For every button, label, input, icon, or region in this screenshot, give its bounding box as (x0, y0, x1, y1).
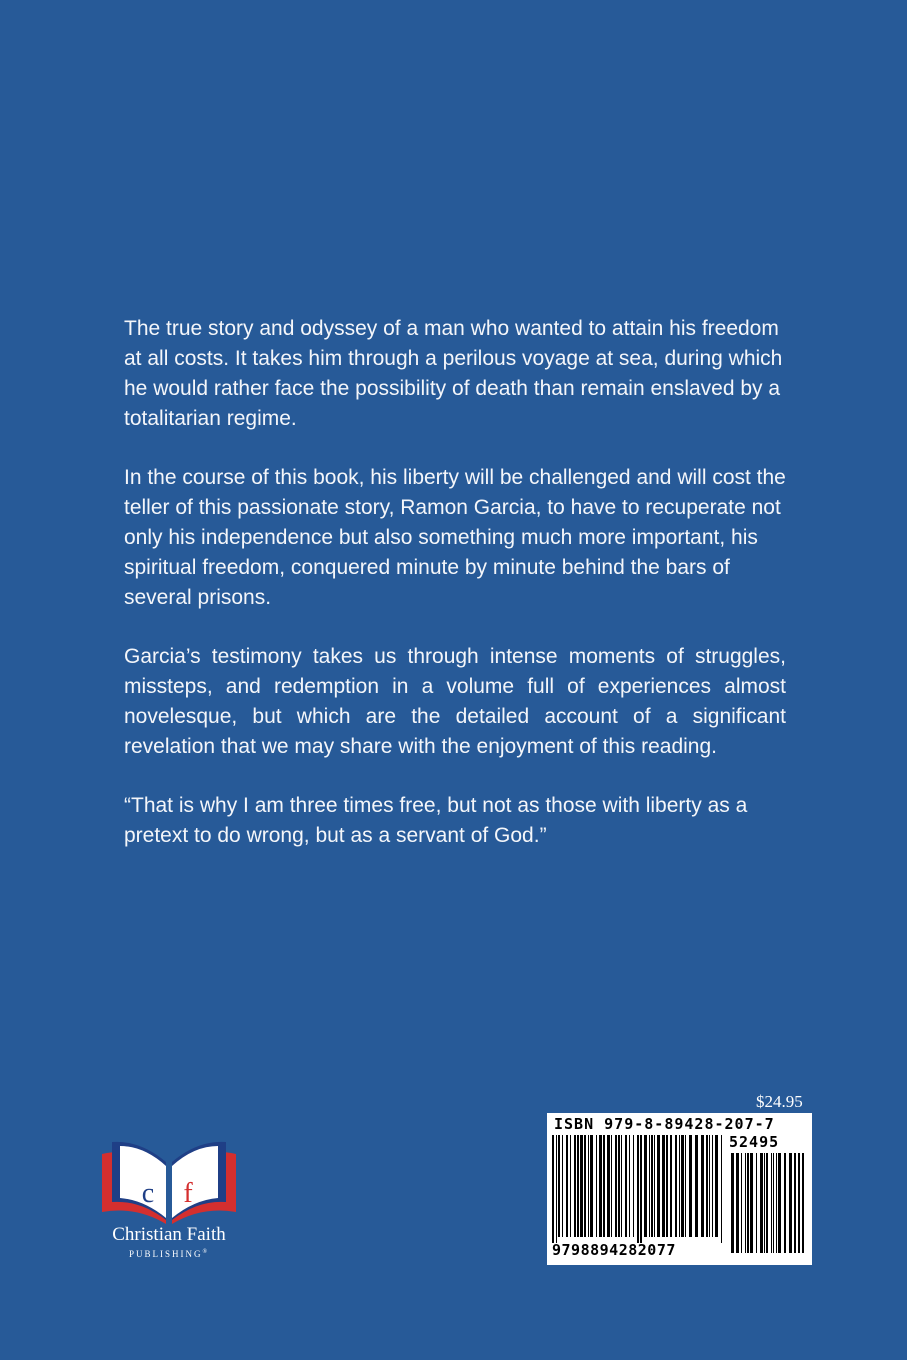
barcode-bar (637, 1135, 639, 1243)
publisher-sub: PUBLISHING® (128, 1249, 210, 1259)
barcode-bar (685, 1135, 686, 1237)
barcode-bar (649, 1135, 650, 1237)
barcode-bar (789, 1153, 792, 1253)
barcode-bar (764, 1153, 765, 1253)
open-book-icon (96, 1136, 242, 1226)
barcode-bar (675, 1135, 677, 1237)
barcode-bar (625, 1135, 627, 1237)
barcode-bar (715, 1135, 718, 1237)
barcode-bar (731, 1153, 734, 1253)
blurb-paragraph-2: In the course of this book, his liberty will be challenged and will cost the teller of this passionate story, Ramon Garcia, to have to recuperate not only his independence but also something much more important, his spiritual freedom, conquered minute by minute behind the bars of several prisons. (124, 466, 786, 609)
barcode-bar (640, 1135, 642, 1243)
barcode-bar (771, 1153, 772, 1253)
barcode-bar (784, 1153, 786, 1253)
publisher-logo (96, 1136, 242, 1266)
price-label: $24.95 (756, 1092, 803, 1111)
back-cover-blurb (124, 314, 786, 880)
barcode-bar (666, 1135, 668, 1237)
blurb-quote: “That is why I am three times free, but not as those with liberty as a pretext to do wrong, but as a servant of God.” (124, 794, 748, 847)
barcode-main-bars (552, 1135, 724, 1243)
isbn-text: ISBN 979-8-89428-207-7 (554, 1115, 775, 1133)
barcode-bar (644, 1135, 647, 1237)
barcode-bar (654, 1135, 655, 1237)
barcode-bar (657, 1135, 660, 1237)
barcode-bar (778, 1153, 781, 1253)
barcode-bar (766, 1153, 768, 1253)
ean-digits: 9798894282077 (552, 1241, 676, 1259)
blurb-paragraph-3: Garcia’s testimony takes us through intense moments of struggles, missteps, and redemption in a volume full of experiences almost novelesque, but which are the detailed account of a significant revelation that we may share with the enjoyment of this reading. (124, 645, 786, 758)
svg-text:c: c (141, 1178, 155, 1209)
barcode-bar (794, 1153, 796, 1253)
barcode-bar (760, 1153, 763, 1253)
barcode-bar (607, 1135, 610, 1237)
barcode-bar (577, 1135, 579, 1237)
barcode-bar (709, 1135, 710, 1237)
barcode-addon-text: 52495 (729, 1133, 780, 1151)
barcode-bar (590, 1135, 593, 1237)
barcode-bar (574, 1135, 576, 1237)
isbn-barcode (547, 1113, 812, 1265)
publisher-name: Christian Faith (112, 1224, 226, 1245)
barcode-bar (651, 1135, 653, 1237)
barcode-bar (611, 1135, 612, 1237)
barcode-bar (588, 1135, 589, 1237)
barcode-bar (670, 1135, 672, 1237)
barcode-bar (721, 1135, 722, 1243)
barcode-bar (629, 1135, 630, 1237)
barcode-bar (745, 1153, 746, 1253)
barcode-bar (776, 1153, 777, 1253)
barcode-bar (615, 1135, 617, 1237)
barcode-bar (679, 1135, 680, 1237)
barcode-bar (618, 1135, 620, 1237)
barcode-bar (756, 1153, 757, 1253)
barcode-bar (584, 1135, 586, 1237)
barcode-bar (662, 1135, 665, 1237)
barcode-bar (621, 1135, 622, 1237)
barcode-bar (603, 1135, 605, 1237)
barcode-bar (747, 1153, 749, 1253)
barcode-bar (681, 1135, 684, 1237)
barcode-bar (712, 1135, 713, 1237)
barcode-bar (695, 1135, 698, 1237)
barcode-bar (798, 1153, 800, 1253)
barcode-bar (750, 1153, 753, 1253)
barcode-bar (802, 1153, 804, 1253)
barcode-bar (558, 1135, 560, 1237)
barcode-bar (580, 1135, 583, 1237)
barcode-bar (736, 1153, 739, 1253)
barcode-bar (566, 1135, 568, 1237)
barcode-bar (599, 1135, 602, 1237)
barcode-bar (562, 1135, 563, 1237)
barcode-bar (689, 1135, 692, 1237)
barcode-bar (552, 1135, 554, 1243)
barcode-bar (556, 1135, 557, 1243)
barcode-bar (570, 1135, 571, 1237)
barcode-bar (741, 1153, 742, 1253)
barcode-bar (633, 1135, 634, 1237)
barcode-bar (706, 1135, 708, 1237)
barcode-addon-bars (731, 1153, 807, 1259)
svg-text:f: f (183, 1178, 193, 1209)
blurb-paragraph-1: The true story and odyssey of a man who wanted to attain his freedom at all costs. It takes him through a perilous voyage at sea, during which he would rather face the possibility of death than remain enslaved by a totalitarian regime. (124, 317, 783, 430)
barcode-bar (773, 1153, 774, 1253)
barcode-bar (596, 1135, 597, 1237)
barcode-bar (701, 1135, 704, 1237)
